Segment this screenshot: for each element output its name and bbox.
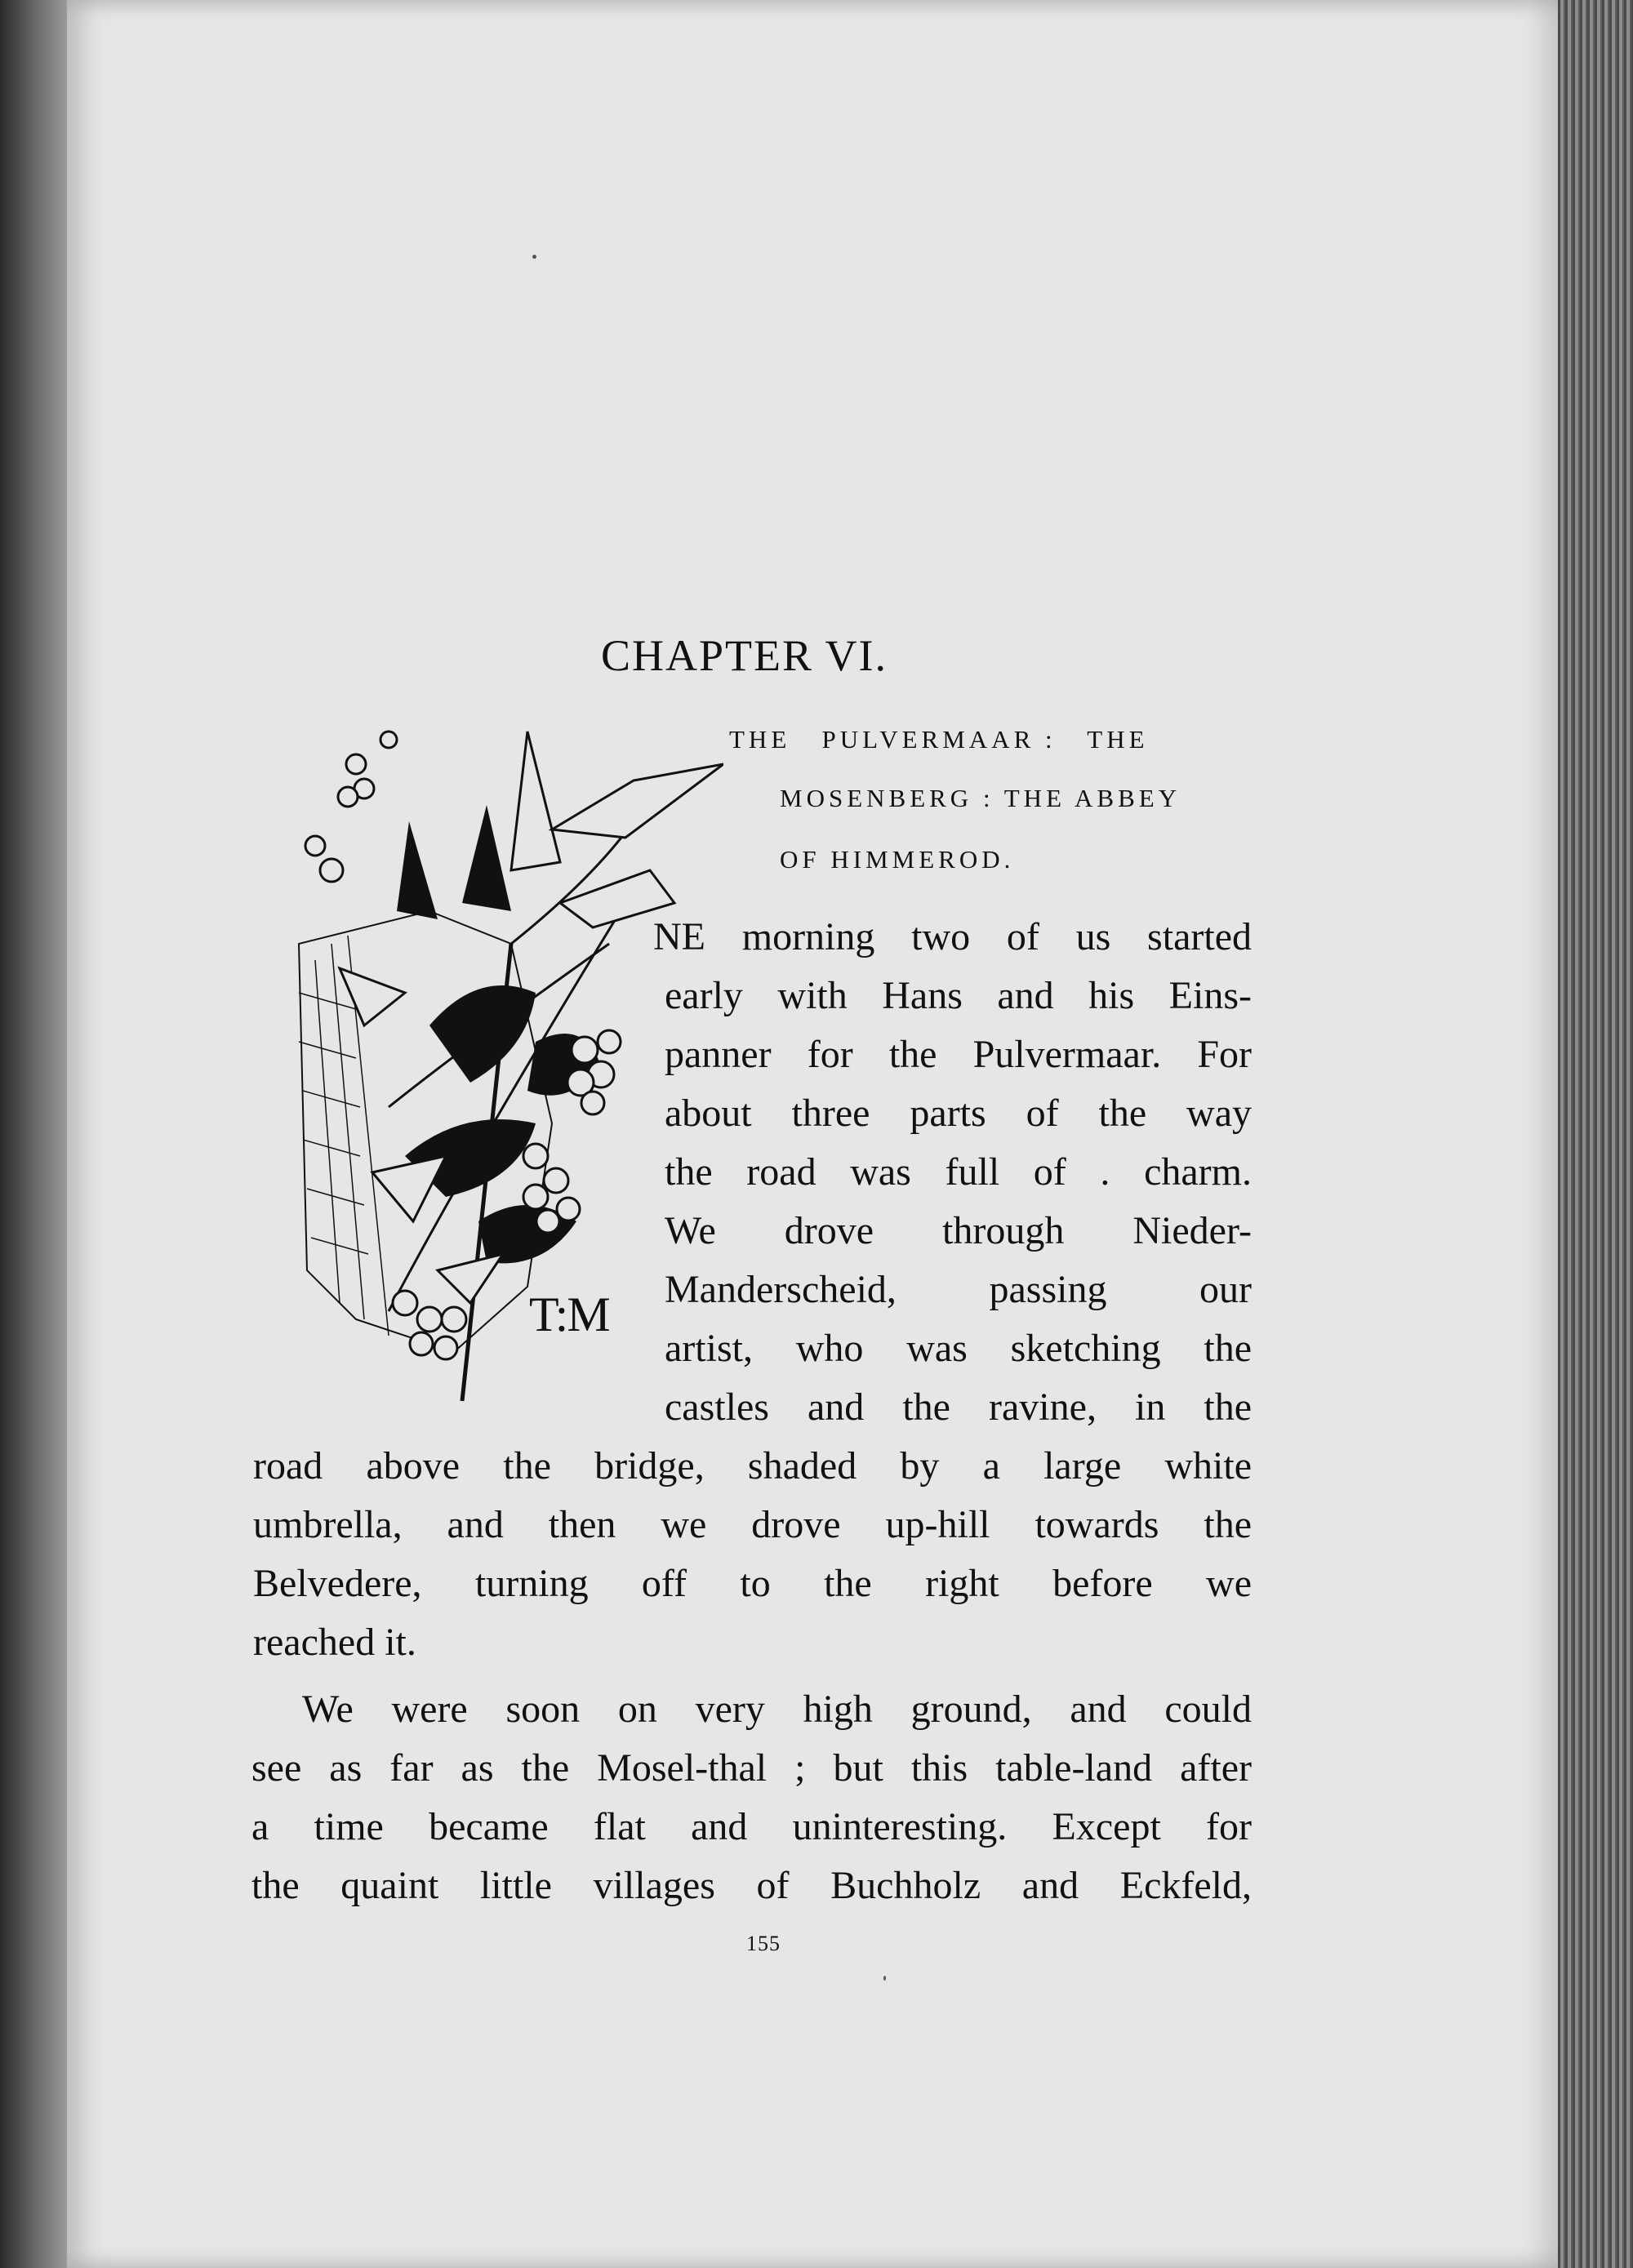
paper-speck	[532, 255, 536, 259]
text-line: road above the bridge, shaded by a large white	[253, 1444, 1252, 1488]
text-line: the road was full of . charm.	[665, 1150, 1252, 1194]
text-line: reached it.	[253, 1621, 416, 1664]
chapter-subtitle-line: THE PULVERMAAR : THE	[729, 725, 1149, 754]
text-line: artist, who was sketching the	[665, 1327, 1252, 1370]
text-line: We drove through Nieder-	[665, 1209, 1252, 1252]
text-line: about three parts of the way	[665, 1092, 1252, 1135]
illustrator-monogram: T:M	[529, 1287, 609, 1341]
chapter-heading: CHAPTER VI.	[601, 631, 888, 680]
text-line: early with Hans and his Eins-	[665, 974, 1252, 1017]
chapter-subtitle-line: OF HIMMEROD.	[780, 845, 1015, 874]
chapter-subtitle-line: MOSENBERG : THE ABBEY	[780, 784, 1181, 812]
text-line: castles and the ravine, in the	[665, 1385, 1252, 1429]
text-line: umbrella, and then we drove up-hill towards the	[253, 1503, 1252, 1546]
text-line: Manderscheid, passing our	[665, 1268, 1252, 1311]
text-line: see as far as the Mosel-thal ; but this table-land after	[251, 1746, 1252, 1790]
foliage-ornament-icon	[266, 699, 723, 1442]
paper-speck	[883, 1976, 886, 1981]
text-line: the quaint little villages of Buchholz and Eckfeld,	[251, 1864, 1252, 1907]
page-edges-stack	[1558, 0, 1633, 2268]
page-number: 155	[746, 1932, 781, 1955]
text-line: NE morning two of us started	[653, 915, 1252, 958]
text-line: panner for the Pulvermaar. For	[665, 1033, 1252, 1076]
text-line: We were soon on very high ground, and could	[302, 1688, 1252, 1731]
text-line: Belvedere, turning off to the right before we	[253, 1562, 1252, 1605]
book-gutter-left	[0, 0, 67, 2268]
text-line: a time became flat and uninteresting. Except for	[251, 1805, 1252, 1848]
